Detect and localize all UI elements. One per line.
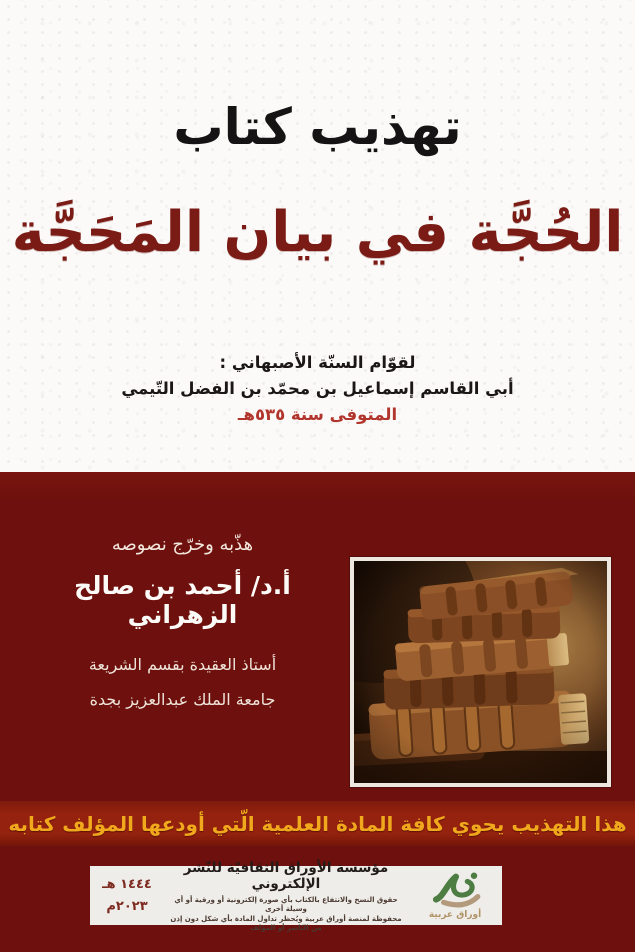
publisher-text-block bbox=[164, 858, 408, 934]
publisher-logo-wordmark: أوراق عربية bbox=[428, 910, 482, 920]
editor-name: أ.د/ أحمد بن صالح الزهراني bbox=[74, 571, 291, 629]
main-title: الحُجَّة في بيان المَحَجَّة bbox=[11, 200, 624, 265]
banner-text: هذا التهذيب يحوي كافة المادة العلمية الّتي أودعها المؤلف كتابه bbox=[8, 811, 627, 836]
publisher-logo bbox=[408, 866, 502, 925]
publication-dates bbox=[90, 874, 164, 918]
cover-bottom-section bbox=[0, 472, 635, 952]
publisher-box bbox=[90, 859, 502, 932]
old-books-illustration bbox=[354, 561, 607, 783]
banner bbox=[0, 801, 635, 846]
year-gregorian: ٢٠٢٣م bbox=[106, 898, 148, 914]
old-books-photo bbox=[350, 557, 611, 787]
attribution-line-1: لقوّام السنّة الأصبهاني : bbox=[219, 353, 416, 372]
author-attribution bbox=[0, 350, 635, 428]
editor-block bbox=[15, 534, 350, 725]
publisher-logo-icon bbox=[426, 871, 484, 909]
rights-line-2: محفوظة لمنصة أوراق عربية ويُحظر تداول المادة بأي شكل دون إذن من النّاشر أو المؤلف bbox=[170, 914, 402, 932]
attribution-line-2: أبي القاسم إسماعيل بن محمّد بن الفضل التّيمي bbox=[121, 379, 514, 398]
year-hijri: ١٤٤٤ هـ bbox=[102, 876, 152, 892]
series-title: تهذيب كتاب bbox=[173, 98, 462, 156]
editor-role-1: أستاذ العقيدة بقسم الشريعة bbox=[88, 655, 277, 674]
publisher-name: مؤسسة الأوراق الثقافيّة للنّشر الإلكتروني bbox=[183, 859, 389, 892]
editor-role-2: جامعة الملك عبدالعزيز بجدة bbox=[89, 690, 276, 709]
rights-line-1: حقوق النسخ والانتفاع بالكتاب بأي صورة إلكترونية أو ورقية أو أي وسيلة أخرى bbox=[174, 895, 398, 913]
editor-intro: هذّبه وخرّج نصوصه bbox=[111, 534, 254, 555]
cover-top-section bbox=[0, 0, 635, 472]
death-year-line: المتوفى سنة ٥٣٥هـ bbox=[237, 405, 398, 424]
